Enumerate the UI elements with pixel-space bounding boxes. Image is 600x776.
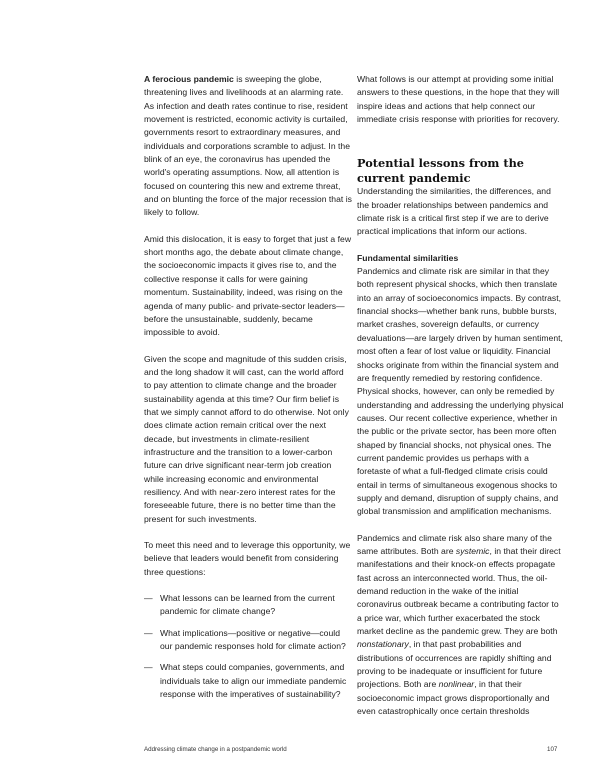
- question-text: What lessons can be learned from the current pandemic for climate change?: [160, 593, 335, 617]
- similarities-paragraph: Pandemics and climate risk are similar in that they both represent physical shocks, which then translate into an array of socioeconomics impacts. By contrast, financial shocks—whether bank runs, bubble bursts, market crashes, sovereign defaults, or currency devaluations—are largely driven by human sentiment, most often a fear of lost value or liquidity. Financial shocks originate from within the financial system and are frequently remedied by restoring confidence. Physical shocks, however, can only be remedied by understanding and addressing the underlying physical causes. Our recent collective experience, whether in the public or the private sector, has been more often shaped by financial shocks, not physical ones. The current pandemic provides us perhaps with a foretaste of what a full-fledged climate crisis could entail in terms of simultaneous exogenous shocks to supply and demand, disruption of supply chains, and global transmission and amplification mechanisms.: [357, 266, 564, 517]
- dislocation-paragraph: Amid this dislocation, it is easy to forget that just a few short months ago, the debate about climate change, the socioeconomic impacts it gives rise to, and the collective response it calls for were gaining momentum. Sustainability, indeed, was rising on the agenda of many public- and private-sector leaders—before the unsustainable, suddenly, became impossible to avoid.: [144, 233, 352, 338]
- attributes-text: Pandemics and climate risk also share many of the same attributes. Both are: [357, 532, 552, 556]
- attributes-text: , in that their socioeconomic impact grows disproportionally and even catastrophically once certain thresholds: [357, 679, 550, 717]
- left-column: [144, 73, 352, 709]
- lead-phrase: A ferocious pandemic: [144, 74, 234, 84]
- systemic-term: systemic: [455, 545, 490, 556]
- attributes-text: , in that past probabilities and distributions of occurrences are rapidly shifting and proving to be inadequate or insufficient for future projections. Both are: [357, 639, 552, 690]
- dash-bullet: —: [144, 662, 153, 673]
- footer-title: Addressing climate change in a postpandemic world: [144, 746, 287, 753]
- questions-intro-paragraph: To meet this need and to leverage this opportunity, we believe that leaders would benefit from considering three questions:: [144, 540, 351, 577]
- right-column: [357, 73, 564, 718]
- nonlinear-term: nonlinear: [438, 679, 475, 690]
- section-intro-paragraph: Understanding the similarities, the differences, and the broader relationships between pandemics and climate risk is a critical first step if we are to derive practical implications that inform our actions.: [357, 186, 551, 237]
- answers-intro-paragraph: What follows is our attempt at providing some initial answers to these questions, in the hope that they will inspire ideas and actions that help connect our immediate crisis response with priorities for recovery.: [357, 74, 560, 125]
- subheading: Fundamental similarities: [357, 252, 459, 263]
- scope-paragraph: Given the scope and magnitude of this sudden crisis, and the long shadow it will cast, can the world afford to pay attention to climate change and the broader sustainability agenda at this time? Our firm belief is that we simply cannot afford to do otherwise. Not only does climate action remain critical over the next decade, but investments in climate-resilient infrastructure and the transition to a lower-carbon future can drive significant near-term job creation while increasing economic and environmental resiliency. And with near-zero interest rates for the foreseeable future, there is no better time than the present for such investments.: [144, 353, 349, 524]
- page-number: 107: [547, 746, 558, 753]
- question-item: [144, 592, 352, 619]
- section-heading: Potential lessons from the current pandemic: [357, 156, 525, 185]
- question-text: What steps could companies, governments, and individuals take to align our immediate pandemic response with the imperatives of sustainability?: [160, 662, 347, 700]
- dash-bullet: —: [144, 627, 153, 638]
- attributes-paragraph: [357, 532, 564, 719]
- question-item: [144, 661, 352, 701]
- intro-paragraph-text: is sweeping the globe, threatening lives and livelihoods at an alarming rate. As infection and death rates continue to rise, resident movement is restricted, economic activity is curtailed, governments resort to extraordinary measures, and individuals and corporations scramble to adjust. In the blink of an eye, the coronavirus has upended the world's operating assumptions. Now, all attention is focused on countering this new and extreme threat, and on blunting the force of the major recession that is likely to follow.: [144, 74, 352, 218]
- dash-bullet: —: [144, 593, 153, 604]
- questions-list: [144, 592, 352, 701]
- nonstationary-term: nonstationary: [357, 639, 409, 650]
- question-text: What implications—positive or negative—could our pandemic responses hold for climate action?: [160, 627, 346, 652]
- intro-paragraph: [144, 73, 352, 220]
- question-item: [144, 627, 352, 654]
- attributes-text: , in that their direct manifestations and their knock-on effects propagate fast across an interconnected world. Thus, the oil-demand reduction in the wake of the initial coronavirus outbreak became a contributing factor to a price war, which further exacerbated the stock market decline as the pandemic grew. They are both: [357, 545, 561, 637]
